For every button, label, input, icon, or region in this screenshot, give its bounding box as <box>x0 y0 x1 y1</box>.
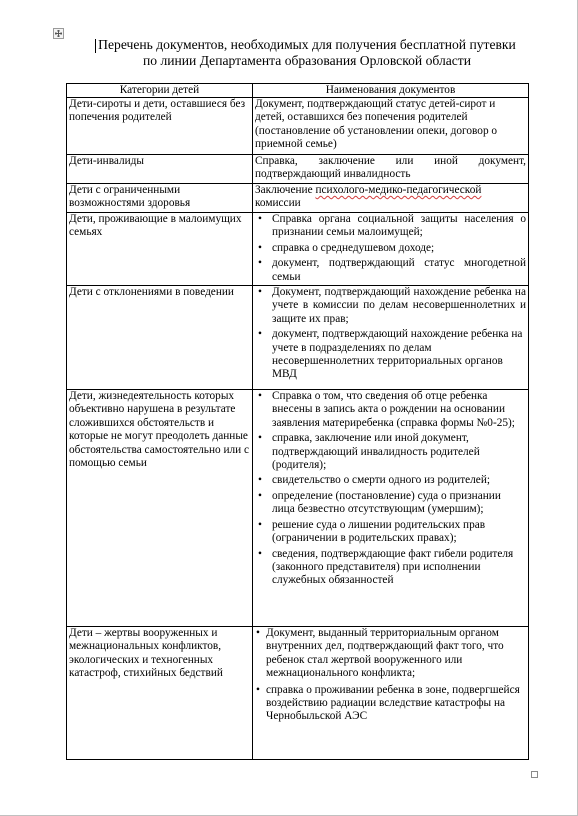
table-row <box>67 390 529 627</box>
document-list <box>255 390 526 588</box>
header-documents: Наименования документов <box>253 84 529 98</box>
category-cell: Дети-сироты и дети, оставшиеся без попечения родителей <box>67 98 253 155</box>
table-row <box>67 213 529 286</box>
table-row <box>67 98 529 155</box>
table-row <box>67 184 529 213</box>
document-title <box>62 37 552 69</box>
table-row <box>67 155 529 184</box>
list-item: • справка о среднедушевом доходе; <box>255 242 526 255</box>
table-resize-handle-icon[interactable] <box>531 771 538 778</box>
documents-cell <box>253 213 529 286</box>
documents-table <box>66 83 529 760</box>
header-categories: Категории детей <box>67 84 253 98</box>
list-item: • Справка о том, что сведения об отце ребенка внесены в запись акта о рождении на основании заявления материребенка (справка формы №0-25); <box>255 390 526 430</box>
category-cell: Дети, жизнедеятельность которых объективно нарушена в результате сложившихся обстоятельств и которые не могут преодолеть данные обстоятельства самостоятельно или с помощью семьи <box>67 390 253 627</box>
title-line-2: по линии Департамента образования Орловской области <box>142 53 472 68</box>
documents-cell <box>253 390 529 627</box>
documents-cell <box>253 184 529 213</box>
title-line-1: Перечень документов, необходимых для получения бесплатной путевки <box>98 37 516 52</box>
list-item: • документ, подтверждающий статус многодетной семьи <box>255 257 526 284</box>
list-item: • свидетельство о смерти одного из родителей; <box>255 474 526 487</box>
document-list <box>255 213 526 284</box>
documents-cell: Справка, заключение или иной документ, подтверждающий инвалидность <box>253 155 529 184</box>
list-item: • Документ, выданный территориальным органом внутренних дел, подтверждающий факт того, что ребенок стал жертвой вооруженного или межнационального конфликта; <box>255 627 526 681</box>
list-item: • документ, подтверждающий нахождение ребенка на учете в подразделениях по делам несовершеннолетних территориальных органов МВД <box>255 328 526 382</box>
documents-text: комиссии <box>255 197 301 210</box>
category-cell: Дети с ограниченными возможностями здоровья <box>67 184 253 213</box>
list-item: • справка о проживании ребенка в зоне, подвергшейся воздействию радиации вследствие катастрофы на Чернобыльской АЭС <box>255 684 526 724</box>
list-item: • справка, заключение или иной документ, подтверждающий инвалидность родителей (родителя); <box>255 432 526 472</box>
documents-text: Заключение <box>255 184 316 196</box>
table-row <box>67 286 529 390</box>
list-item: • решение суда о лишении родительских прав (ограничении в родительских правах); <box>255 519 526 546</box>
document-list <box>255 627 526 724</box>
spellcheck-underlined-word: психолого-медико-педагогической <box>315 184 482 196</box>
list-item: • сведения, подтверждающие факт гибели родителя (законного представителя) при исполнении служебных обязанностей <box>255 548 526 588</box>
document-list <box>255 286 526 382</box>
list-item: • Справка органа социальной защиты населения о признании семьи малоимущей; <box>255 213 526 240</box>
table-row <box>67 627 529 760</box>
list-item: • определение (постановление) суда о признании лица безвестно отсутствующим (умершим); <box>255 490 526 517</box>
list-item: • Документ, подтверждающий нахождение ребенка на учете в комиссии по делам несовершеннолетних и защите их прав; <box>255 286 526 326</box>
category-cell: Дети – жертвы вооруженных и межнациональных конфликтов, экологических и техногенных катастроф, стихийных бедствий <box>67 627 253 760</box>
documents-cell <box>253 627 529 760</box>
documents-cell <box>253 286 529 390</box>
documents-cell: Документ, подтверждающий статус детей-сирот и детей, оставшихся без попечения родителей (постановление об установлении опеки, договор о приемной семье) <box>253 98 529 155</box>
category-cell: Дети с отклонениями в поведении <box>67 286 253 390</box>
category-cell: Дети, проживающие в малоимущих семьях <box>67 213 253 286</box>
category-cell: Дети-инвалиды <box>67 155 253 184</box>
table-header-row <box>67 84 529 98</box>
